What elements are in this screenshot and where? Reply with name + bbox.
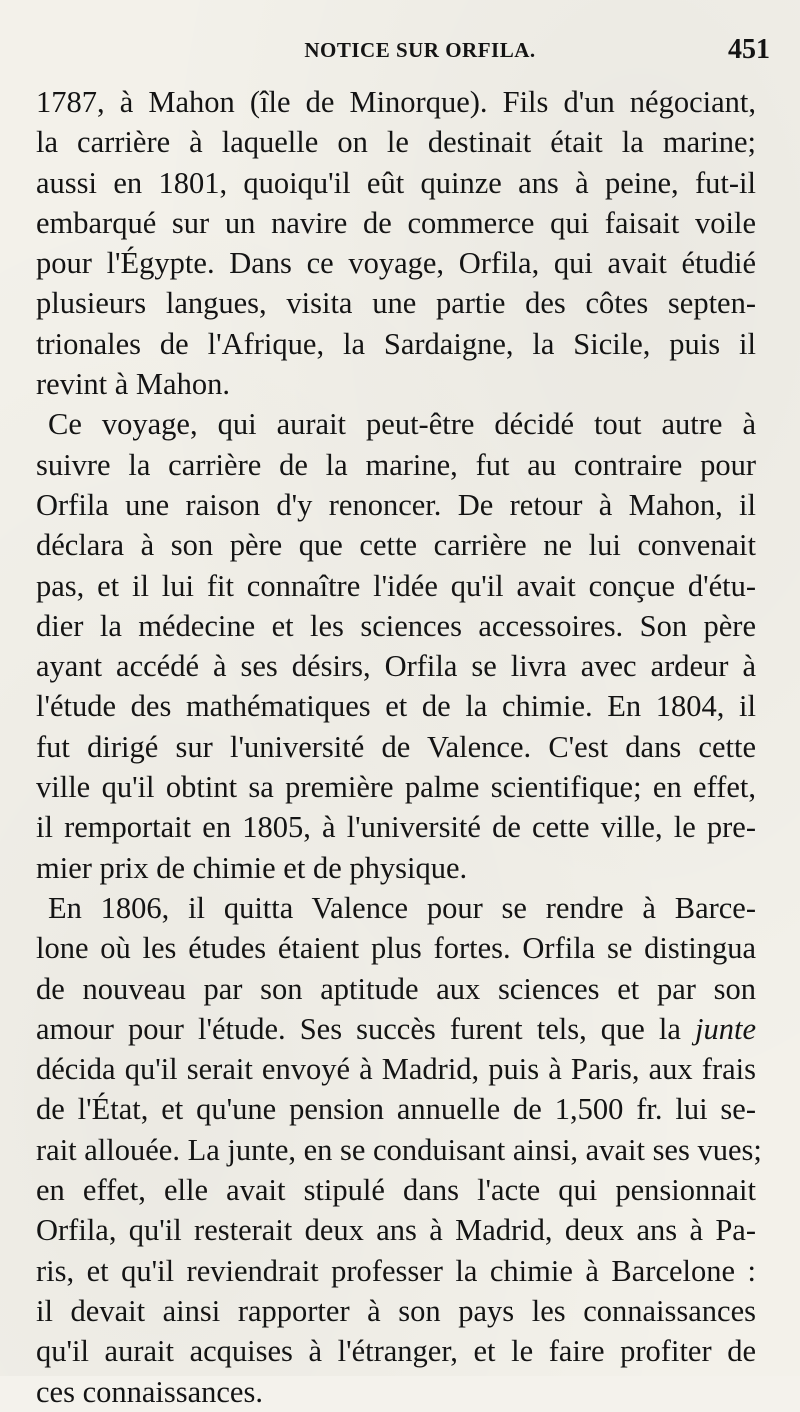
page-number: 451: [728, 34, 770, 65]
running-title: NOTICE SUR ORFILA.: [304, 38, 536, 62]
text-line: décida qu'il serait envoyé à Madrid, puis à Paris, aux frais: [36, 1052, 756, 1087]
text-line: déclara à son père que cette carrière ne lui convenait: [36, 528, 756, 563]
text-line: mier prix de chimie et de physique.: [36, 850, 468, 885]
text-line: ville qu'il obtint sa première palme scientifique; en effet,: [36, 770, 756, 805]
text-line: il devait ainsi rapporter à son pays les connaissances: [36, 1293, 756, 1328]
text-line: la carrière à laquelle on le destinait était la marine;: [36, 125, 756, 160]
text-line: suivre la carrière de la marine, fut au contraire pour: [36, 447, 756, 482]
text-line: lone où les études étaient plus fortes. Orfila se distingua: [36, 931, 756, 966]
text-line: revint à Mahon.: [36, 367, 230, 402]
body-text: [36, 82, 762, 1412]
text-line: Ce voyage, qui aurait peut-être décidé tout autre à: [48, 407, 756, 442]
text-line: ayant accédé à ses désirs, Orfila se livra avec ardeur à: [36, 649, 756, 684]
emphasized-word: junte: [695, 1011, 756, 1046]
page-header: [0, 32, 800, 72]
text-line: pas, et il lui fit connaître l'idée qu'il avait conçue d'étu-: [36, 568, 756, 603]
text-line: ris, et qu'il reviendrait professer la chimie à Barcelone :: [36, 1253, 756, 1288]
text-line: amour pour l'étude. Ses succès furent tels, que la junte: [36, 1011, 756, 1046]
text-line: 1787, à Mahon (île de Minorque). Fils d'un négociant,: [36, 85, 756, 119]
text-line: aussi en 1801, quoiqu'il eût quinze ans à peine, fut-il: [36, 165, 756, 200]
text-line: plusieurs langues, visita une partie des côtes septen-: [36, 286, 756, 321]
text-line: Orfila une raison d'y renoncer. De retour à Mahon, il: [36, 487, 756, 522]
text-line: en effet, elle avait stipulé dans l'acte qui pensionnait: [36, 1173, 756, 1208]
text-line: fut dirigé sur l'université de Valence. C'est dans cette: [36, 729, 756, 764]
text-line: trionales de l'Afrique, la Sardaigne, la Sicile, puis il: [36, 326, 756, 361]
text-line: embarqué sur un navire de commerce qui faisait voile: [36, 205, 756, 240]
text-line: il remportait en 1805, à l'université de cette ville, le pre-: [36, 810, 756, 845]
text-line: Orfila, qu'il resterait deux ans à Madrid, deux ans à Pa-: [36, 1213, 756, 1248]
text-line: qu'il aurait acquises à l'étranger, et le faire profiter de: [36, 1334, 756, 1369]
text-line: pour l'Égypte. Dans ce voyage, Orfila, qui avait étudié: [36, 246, 756, 281]
text-line: ces connaissances.: [36, 1374, 263, 1409]
text-line: l'étude des mathématiques et de la chimie. En 1804, il: [36, 689, 756, 724]
text-line: de nouveau par son aptitude aux sciences et par son: [36, 971, 756, 1006]
text-line: rait allouée. La junte, en se conduisant ainsi, avait ses vues;: [36, 1132, 762, 1167]
text-line: En 1806, il quitta Valence pour se rendre à Barce-: [48, 890, 756, 925]
text-line: dier la médecine et les sciences accessoires. Son père: [36, 608, 756, 643]
text-line: de l'État, et qu'une pension annuelle de 1,500 fr. lui se-: [36, 1092, 756, 1127]
